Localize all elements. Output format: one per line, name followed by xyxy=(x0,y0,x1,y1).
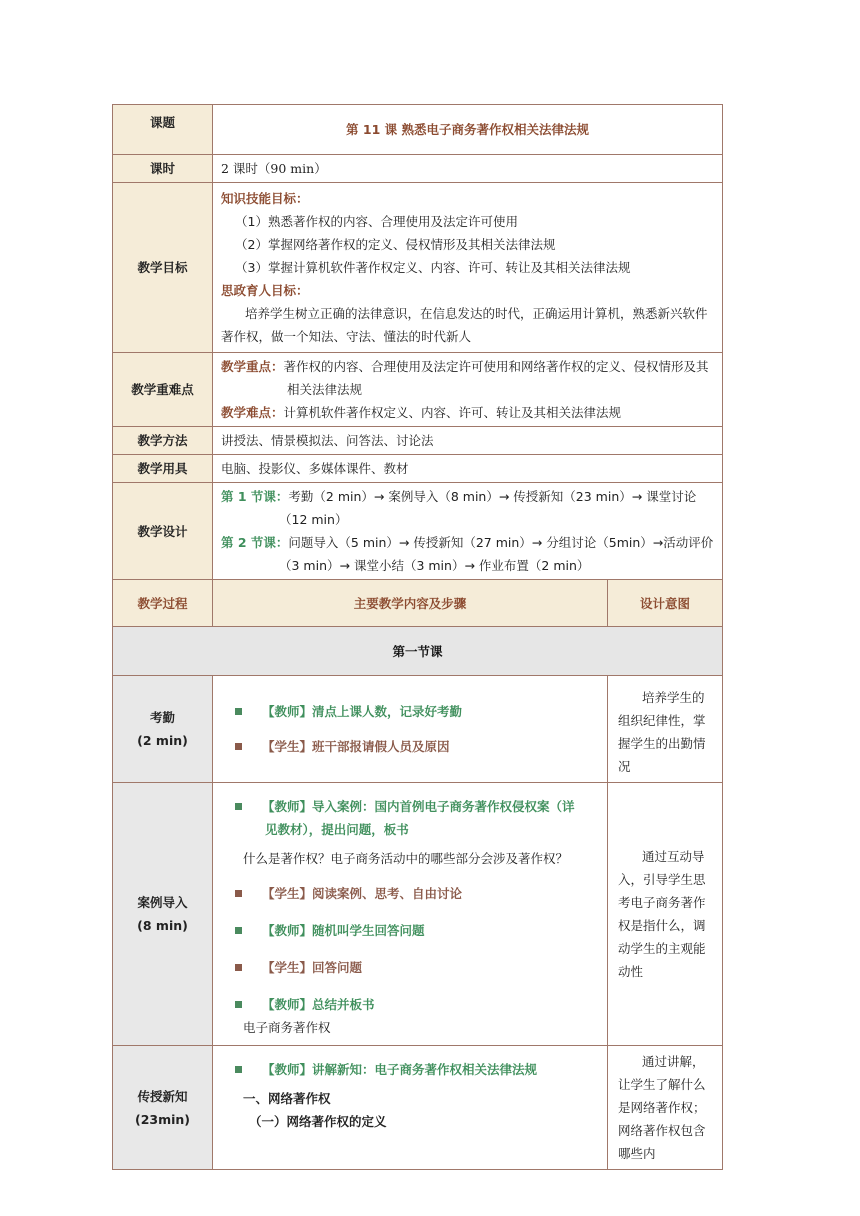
step-case-content xyxy=(213,783,608,1046)
knowledge-item-2: （2）掌握网络著作权的定义、侵权情形及其相关法律法规 xyxy=(235,237,556,252)
intent-text: 培养学生的组织纪律性，掌握学生的出勤情况 xyxy=(618,690,706,774)
square-bullet-icon xyxy=(235,708,242,715)
section-title: 第一节课 xyxy=(113,627,723,676)
subsection-heading: （一）网络著作权的定义 xyxy=(249,1114,387,1129)
step-attendance-intent xyxy=(608,676,723,783)
case-question: 什么是著作权？电子商务活动中的哪些部分会涉及著作权？ xyxy=(243,851,569,866)
knowledge-item-3: （3）掌握计算机软件著作权定义、内容、许可、转让及其相关法律法规 xyxy=(235,260,631,275)
list-item xyxy=(235,1058,585,1081)
step-time: (2 min) xyxy=(137,733,188,748)
item-text: 【教师】导入案例：国内首例电子商务著作权侵权案（详见教材），提出问题，板书 xyxy=(262,799,575,837)
list-item xyxy=(235,700,585,723)
step-name: 传授新知 xyxy=(137,1088,188,1104)
lesson2-label: 第 2 节课： xyxy=(221,535,289,550)
square-bullet-icon xyxy=(235,964,242,971)
step-knowledge-label xyxy=(113,1046,213,1170)
list-item xyxy=(235,993,585,1016)
intent-text: 通过互动导入，引导学生思考电子商务著作权是指什么，调动学生的主观能动性 xyxy=(618,849,706,979)
list-item xyxy=(235,882,585,905)
item-text: 【学生】班干部报请假人员及原因 xyxy=(262,739,450,754)
step-knowledge-content xyxy=(213,1046,608,1170)
tools-value: 电脑、投影仪、多媒体课件、教材 xyxy=(213,455,723,483)
section-heading: 一、网络著作权 xyxy=(243,1091,331,1106)
key-points-label: 教学重难点 xyxy=(113,353,213,427)
ideology-text: 培养学生树立正确的法律意识，在信息发达的时代，正确运用计算机，熟悉新兴软件著作权，做一个知法、守法、懂法的时代新人 xyxy=(221,306,708,344)
topic-label: 课题 xyxy=(113,105,213,155)
step-name: 考勤 xyxy=(149,710,175,725)
square-bullet-icon xyxy=(235,1066,242,1073)
process-header-col3: 设计意图 xyxy=(608,580,723,627)
square-bullet-icon xyxy=(235,803,242,810)
lesson1-text: 考勤（2 min）→ 案例导入（8 min）→ 传授新知（23 min）→ 课堂讨论（12 min） xyxy=(279,489,697,527)
methods-label: 教学方法 xyxy=(113,427,213,455)
item-text: 【教师】总结并板书 xyxy=(262,997,375,1012)
square-bullet-icon xyxy=(235,927,242,934)
key-point-text: 著作权的内容、合理使用及法定许可使用和网络著作权的定义、侵权情形及其相关法律法规 xyxy=(283,359,709,397)
step-time: (8 min) xyxy=(137,918,188,933)
step-case-intent xyxy=(608,783,723,1046)
square-bullet-icon xyxy=(235,743,242,750)
intent-text: 通过讲解，让学生了解什么是网络著作权；网络著作权包含哪些内 xyxy=(618,1054,706,1161)
step-time: (23min) xyxy=(134,1111,191,1127)
item-text: 【教师】讲解新知：电子商务著作权相关法律法规 xyxy=(262,1062,538,1077)
ideology-heading: 思政育人目标： xyxy=(221,283,309,298)
page-title: 第 11 课 熟悉电子商务著作权相关法律法规 xyxy=(213,105,723,155)
knowledge-item-1: （1）熟悉著作权的内容、合理使用及法定许可使用 xyxy=(235,214,518,229)
key-point-label: 教学重点： xyxy=(221,359,284,374)
item-text: 【学生】阅读案例、思考、自由讨论 xyxy=(262,886,463,901)
key-points-content xyxy=(213,353,723,427)
item-text: 【教师】清点上课人数，记录好考勤 xyxy=(262,704,463,719)
difficulty-point xyxy=(221,401,714,424)
objectives-label: 教学目标 xyxy=(113,183,213,353)
step-attendance-label xyxy=(113,676,213,783)
process-header-col2: 主要教学内容及步骤 xyxy=(213,580,608,627)
lesson1-plan xyxy=(221,485,714,531)
item-text: 【教师】随机叫学生回答问题 xyxy=(262,923,425,938)
list-item xyxy=(235,795,585,841)
key-point xyxy=(221,355,714,401)
square-bullet-icon xyxy=(235,1001,242,1008)
step-name: 案例导入 xyxy=(137,895,188,910)
lesson2-plan xyxy=(221,531,714,577)
knowledge-heading: 知识技能目标： xyxy=(221,191,309,206)
design-label: 教学设计 xyxy=(113,483,213,580)
square-bullet-icon xyxy=(235,890,242,897)
tools-label: 教学用具 xyxy=(113,455,213,483)
step-knowledge-intent xyxy=(608,1046,723,1170)
difficulty-text: 计算机软件著作权定义、内容、许可、转让及其相关法律法规 xyxy=(283,405,622,420)
lesson1-label: 第 1 节课： xyxy=(221,489,289,504)
step-case-label xyxy=(113,783,213,1046)
lesson2-text: 问题导入（5 min）→ 传授新知（27 min）→ 分组讨论（5min）→活动评价（3 min）→ 课堂小结（3 min）→ 作业布置（2 min） xyxy=(279,535,714,573)
step-attendance-content xyxy=(213,676,608,783)
methods-value: 讲授法、情景模拟法、问答法、讨论法 xyxy=(213,427,723,455)
process-header-col1: 教学过程 xyxy=(113,580,213,627)
list-item xyxy=(235,956,585,979)
lesson-plan-table xyxy=(112,104,723,1170)
design-content xyxy=(213,483,723,580)
objectives-content xyxy=(213,183,723,353)
hours-value: 2 课时（90 min） xyxy=(213,155,723,183)
item-text: 【学生】回答问题 xyxy=(262,960,363,975)
difficulty-label: 教学难点： xyxy=(221,405,284,420)
list-item xyxy=(235,919,585,942)
hours-label: 课时 xyxy=(113,155,213,183)
summary-text: 电子商务著作权 xyxy=(243,1020,331,1035)
list-item xyxy=(235,735,585,758)
